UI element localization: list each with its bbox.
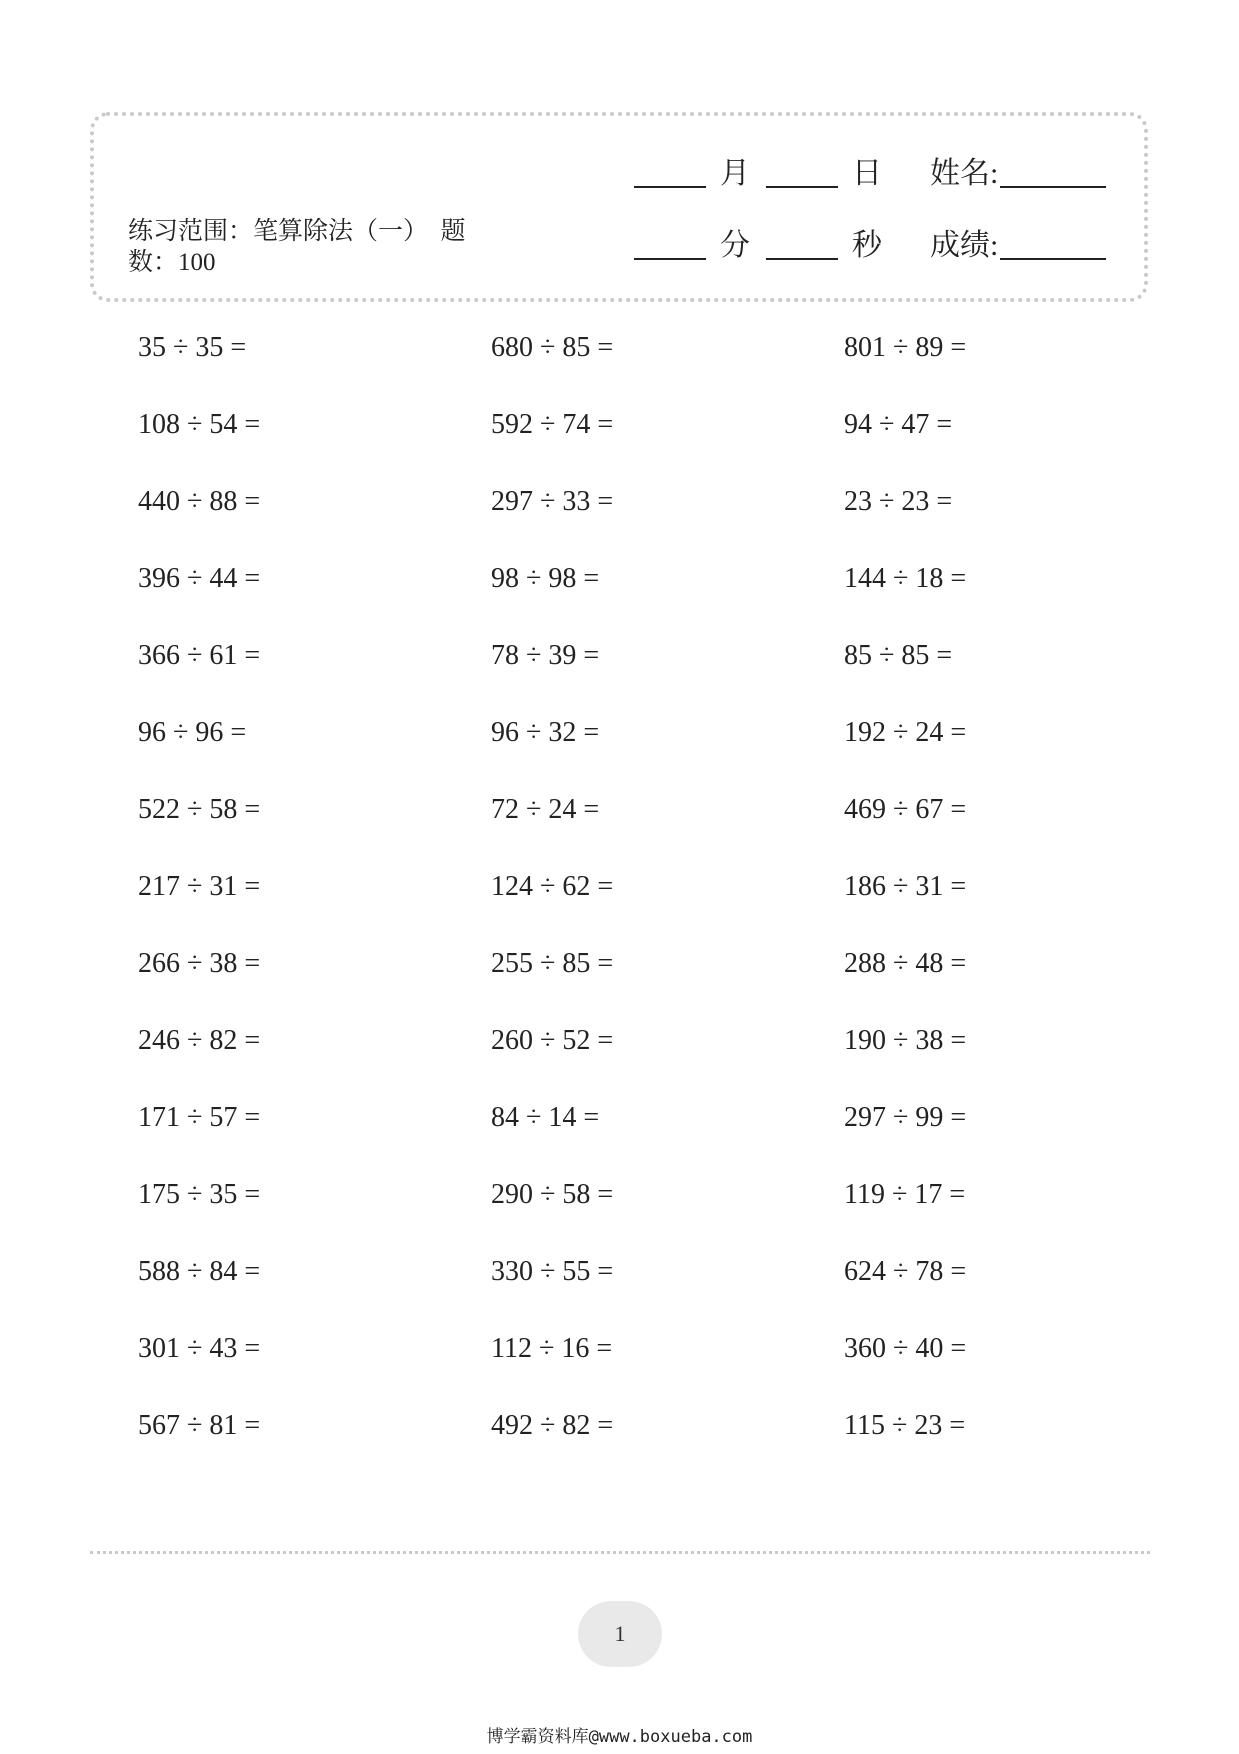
score-blank[interactable] — [1000, 258, 1106, 260]
division-problem: 288 ÷ 48 = — [844, 948, 967, 979]
division-problem: 115 ÷ 23 = — [844, 1410, 966, 1441]
division-problem: 330 ÷ 55 = — [491, 1256, 614, 1287]
division-problem: 84 ÷ 14 = — [491, 1102, 600, 1133]
division-problem: 255 ÷ 85 = — [491, 948, 614, 979]
score-label: 成绩: — [930, 229, 999, 262]
division-problem: 96 ÷ 32 = — [491, 717, 600, 748]
division-problem: 112 ÷ 16 = — [491, 1333, 613, 1364]
division-problem: 801 ÷ 89 = — [844, 332, 967, 363]
division-problem: 175 ÷ 35 = — [138, 1179, 261, 1210]
division-problem: 72 ÷ 24 = — [491, 794, 600, 825]
division-problem: 266 ÷ 38 = — [138, 948, 261, 979]
division-problem: 217 ÷ 31 = — [138, 871, 261, 902]
division-problem: 171 ÷ 57 = — [138, 1102, 261, 1133]
division-problem: 290 ÷ 58 = — [491, 1179, 614, 1210]
name-blank[interactable] — [1000, 186, 1106, 188]
division-problem: 440 ÷ 88 = — [138, 486, 261, 517]
second-blank[interactable] — [766, 258, 838, 260]
division-problem: 144 ÷ 18 = — [844, 563, 967, 594]
division-problem: 588 ÷ 84 = — [138, 1256, 261, 1287]
division-problem: 85 ÷ 85 = — [844, 640, 953, 671]
division-problem: 360 ÷ 40 = — [844, 1333, 967, 1364]
division-problem: 35 ÷ 35 = — [138, 332, 247, 363]
month-label: 月 — [720, 157, 750, 190]
watermark: 博学霸资料库@www.boxueba.com — [486, 1727, 753, 1747]
division-problem: 301 ÷ 43 = — [138, 1333, 261, 1364]
division-problem: 186 ÷ 31 = — [844, 871, 967, 902]
division-problem: 119 ÷ 17 = — [844, 1179, 966, 1210]
division-problem: 124 ÷ 62 = — [491, 871, 614, 902]
division-problem: 94 ÷ 47 = — [844, 409, 953, 440]
division-problem: 522 ÷ 58 = — [138, 794, 261, 825]
division-problem: 96 ÷ 96 = — [138, 717, 247, 748]
date-name-row — [94, 154, 1144, 194]
division-problem: 246 ÷ 82 = — [138, 1025, 261, 1056]
practice-scope: 练习范围：笔算除法（一） 题数：100 — [128, 218, 466, 276]
division-problem: 297 ÷ 99 = — [844, 1102, 967, 1133]
division-problem: 567 ÷ 81 = — [138, 1410, 261, 1441]
month-blank[interactable] — [634, 186, 706, 188]
second-label: 秒 — [852, 229, 882, 262]
page-number: 1 — [578, 1601, 662, 1667]
division-problem: 192 ÷ 24 = — [844, 717, 967, 748]
division-problem: 260 ÷ 52 = — [491, 1025, 614, 1056]
division-problem: 366 ÷ 61 = — [138, 640, 261, 671]
division-problem: 78 ÷ 39 = — [491, 640, 600, 671]
division-problem: 297 ÷ 33 = — [491, 486, 614, 517]
division-problem: 592 ÷ 74 = — [491, 409, 614, 440]
footer-divider — [90, 1551, 1150, 1554]
division-problem: 680 ÷ 85 = — [491, 332, 614, 363]
worksheet-header — [90, 112, 1148, 302]
division-problem: 190 ÷ 38 = — [844, 1025, 967, 1056]
day-blank[interactable] — [766, 186, 838, 188]
division-problem: 108 ÷ 54 = — [138, 409, 261, 440]
division-problem: 396 ÷ 44 = — [138, 563, 261, 594]
division-problem: 469 ÷ 67 = — [844, 794, 967, 825]
division-problem: 492 ÷ 82 = — [491, 1410, 614, 1441]
minute-blank[interactable] — [634, 258, 706, 260]
division-problem: 98 ÷ 98 = — [491, 563, 600, 594]
division-problem: 624 ÷ 78 = — [844, 1256, 967, 1287]
minute-label: 分 — [720, 229, 750, 262]
name-label: 姓名: — [930, 157, 999, 190]
day-label: 日 — [852, 157, 882, 190]
division-problem: 23 ÷ 23 = — [844, 486, 953, 517]
